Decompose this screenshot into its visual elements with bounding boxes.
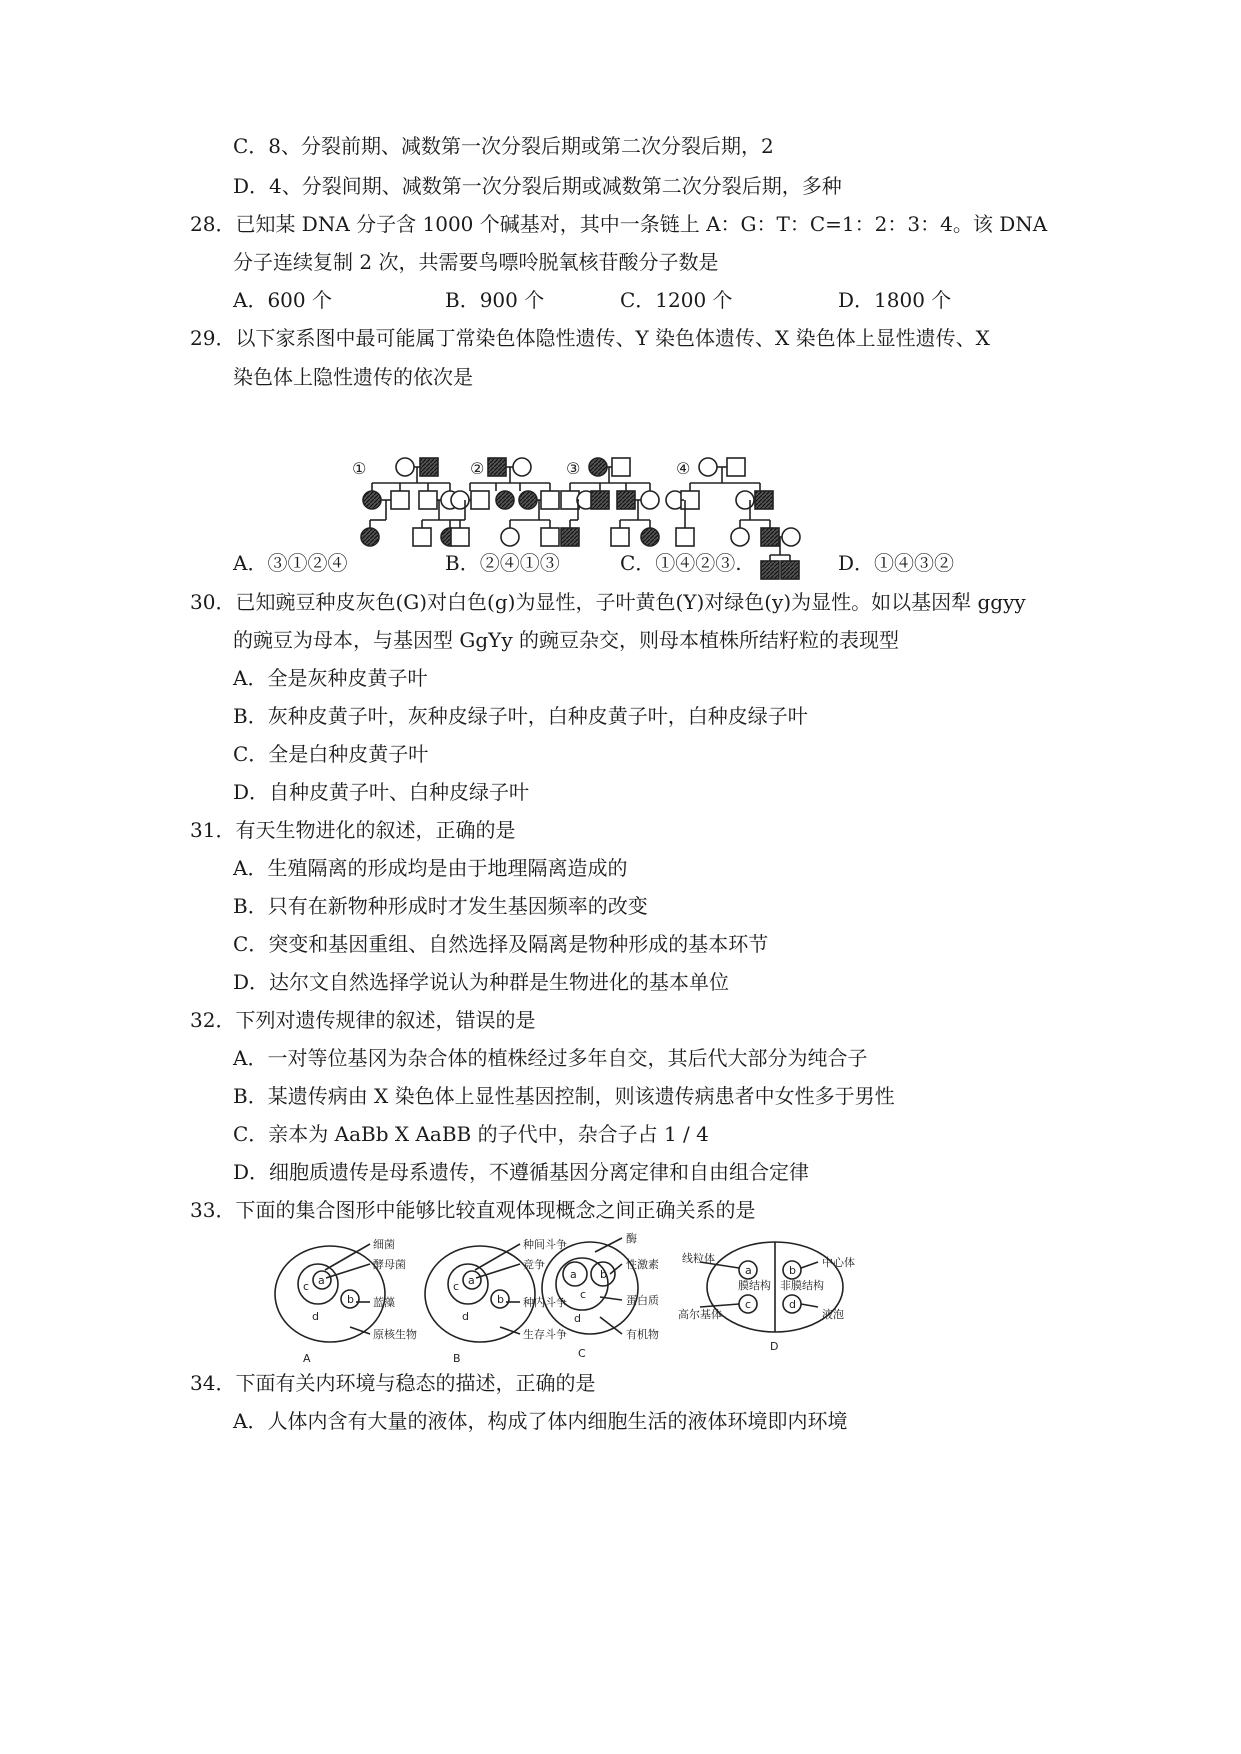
q28-stem-line1: 28．已知某 DNA 分子含 1000 个碱基对，其中一条链上 A：G：T：C=1：2：3：4。该 DNA	[190, 212, 1048, 236]
figC-b: b	[600, 1268, 607, 1281]
figA-c: c	[303, 1280, 310, 1293]
q29-stem-line1: 29．以下家系图中最可能属丁常染色体隐性遗传、Y 染色体遗传、X 染色体上显性遗传、X	[190, 326, 990, 350]
figD-text-4: 非膜结构	[780, 1279, 824, 1292]
figD-b: b	[789, 1264, 796, 1277]
figA-label: A	[303, 1352, 311, 1365]
q32-option-a: A．一对等位基冈为杂合体的植株经过多年自交，其后代大部分为纯合子	[233, 1046, 868, 1070]
figD-text-2: 高尔基体	[678, 1308, 722, 1321]
figB-b: b	[497, 1293, 504, 1306]
q31-option-c: C．突变和基因重组、自然选择及隔离是物种形成的基本环节	[233, 932, 769, 956]
figA-text-3: 蓝藻	[373, 1296, 395, 1309]
q30-option-a: A．全是灰种皮黄子叶	[233, 666, 428, 690]
figC-a: a	[570, 1268, 577, 1281]
figD-text-3: 膜结构	[738, 1279, 771, 1292]
figD-text-6: 液泡	[822, 1308, 844, 1321]
figA-text-1: 细菌	[373, 1238, 395, 1251]
pedigree-label-3: ③	[566, 459, 581, 478]
q29-option-d: D．①④③②	[838, 551, 955, 575]
q30-option-b: B．灰种皮黄子叶，灰种皮绿子叶，白种皮黄子叶，白种皮绿子叶	[233, 704, 808, 728]
figD-text-1: 线粒体	[682, 1252, 715, 1265]
figB-d: d	[462, 1310, 469, 1323]
figD-label: D	[770, 1340, 779, 1353]
q32-option-c: C．亲本为 AaBb X AaBB 的子代中，杂合子占 1 / 4	[233, 1122, 709, 1146]
figB-text-1: 种间斗争	[523, 1238, 567, 1251]
pedigree-label-2: ②	[470, 459, 485, 478]
figB-text-3: 种内斗争	[523, 1296, 567, 1309]
figA-a: a	[318, 1274, 325, 1287]
figA-d: d	[312, 1310, 319, 1323]
q32-stem: 32．下列对遗传规律的叙述，错误的是	[190, 1008, 536, 1032]
q30-option-c: C．全是白种皮黄子叶	[233, 742, 429, 766]
figB-text-2: 竞争	[523, 1258, 545, 1271]
q31-option-d: D．达尔文自然选择学说认为种群是生物进化的基本单位	[233, 970, 730, 994]
pedigree-figure	[350, 455, 910, 605]
figD-a: a	[745, 1264, 752, 1277]
q28-stem-line2: 分子连续复制 2 次，共需要鸟嘌呤脱氧核苷酸分子数是	[233, 250, 719, 274]
q29-option-a: A．③①②④	[233, 551, 348, 575]
q34-option-a: A．人体内含有大量的液体，构成了体内细胞生活的液体环境即内环境	[233, 1409, 848, 1433]
pedigree-label-1: ①	[352, 459, 367, 478]
figB-label: B	[453, 1352, 461, 1365]
figA-text-4: 原核生物	[373, 1328, 417, 1341]
figC-text-1: 酶	[626, 1232, 637, 1245]
figC-text-2: 性激素	[626, 1258, 659, 1271]
figB-text-4: 生存斗争	[523, 1328, 567, 1341]
figD-text-5: 中心体	[822, 1256, 855, 1269]
q27-option-d: D．4、分裂间期、减数第一次分裂后期或减数第二次分裂后期，多种	[233, 174, 842, 198]
figA-text-2: 酵母菌	[373, 1258, 406, 1271]
q28-option-c: C．1200 个	[620, 288, 733, 312]
figC-label: C	[578, 1347, 586, 1360]
q28-option-a: A．600 个	[233, 288, 332, 312]
q30-stem-line2: 的豌豆为母本，与基因型 GgYy 的豌豆杂交，则母本植株所结籽粒的表现型	[233, 628, 899, 652]
set-diagrams-figure	[270, 1232, 970, 1372]
figC-d: d	[574, 1312, 581, 1325]
figB-c: c	[453, 1280, 460, 1293]
q32-option-d: D．细胞质遗传是母系遗传，不遵循基因分离定律和自由组合定律	[233, 1160, 810, 1184]
figA-b: b	[347, 1293, 354, 1306]
figC-text-4: 有机物	[626, 1328, 659, 1341]
figD-d: d	[789, 1298, 796, 1311]
figC-c: c	[580, 1288, 587, 1301]
q32-option-b: B．某遗传病由 X 染色体上显性基因控制，则该遗传病患者中女性多于男性	[233, 1084, 895, 1108]
figD-c: c	[745, 1298, 752, 1311]
q31-stem: 31．有天生物进化的叙述，正确的是	[190, 818, 516, 842]
figB-a: a	[468, 1274, 475, 1287]
q28-option-b: B．900 个	[445, 288, 545, 312]
figC-text-3: 蛋白质	[626, 1294, 659, 1307]
q29-option-b: B．②④①③	[445, 551, 560, 575]
q29-stem-line2: 染色体上隐性遗传的依次是	[233, 365, 473, 389]
q31-option-b: B．只有在新物种形成时才发生基因频率的改变	[233, 894, 648, 918]
q30-stem-line1: 30．已知豌豆种皮灰色(G)对白色(g)为显性，子叶黄色(Y)对绿色(y)为显性。如以基因犁 ggyy	[190, 590, 1026, 614]
pedigree-label-4: ④	[676, 459, 691, 478]
q27-option-c: C．8、分裂前期、减数第一次分裂后期或第二次分裂后期，2	[233, 134, 774, 158]
q34-stem: 34．下面有关内环境与稳态的描述，正确的是	[190, 1371, 596, 1395]
q31-option-a: A．生殖隔离的形成均是由于地理隔离造成的	[233, 856, 628, 880]
q33-stem: 33．下面的集合图形中能够比较直观体现概念之间正确关系的是	[190, 1198, 756, 1222]
q29-option-c: C．①④②③.	[620, 551, 742, 575]
q28-option-d: D．1800 个	[838, 288, 952, 312]
q30-option-d: D．自种皮黄子叶、白种皮绿子叶	[233, 780, 530, 804]
